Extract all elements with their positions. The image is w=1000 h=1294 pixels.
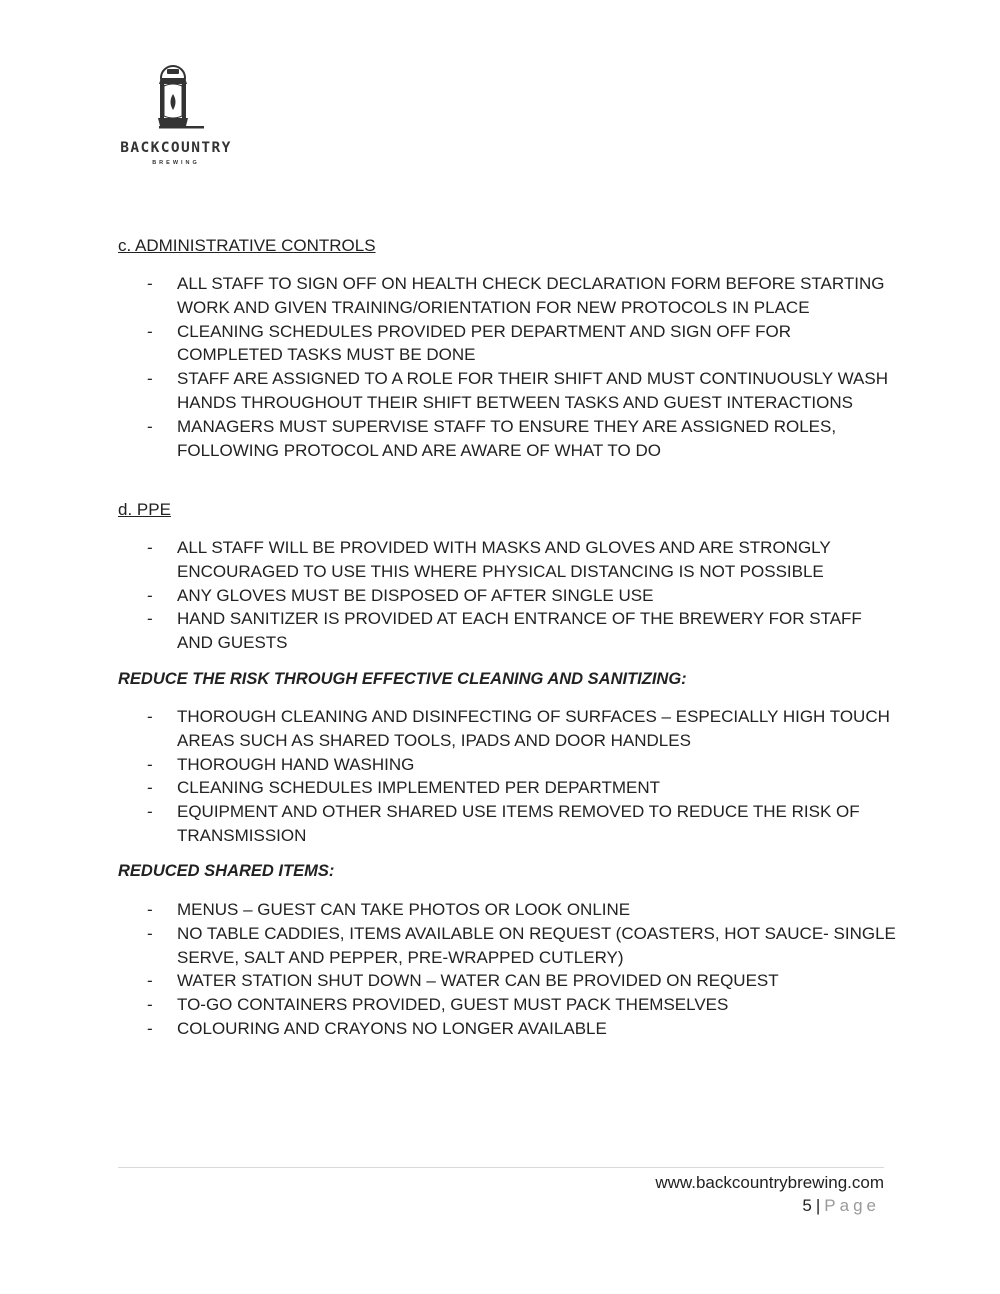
administrative-controls-list xyxy=(118,272,898,462)
ppe-list xyxy=(118,536,898,655)
list-item: - MENUS – GUEST CAN TAKE PHOTOS OR LOOK ONLINE xyxy=(147,900,631,919)
list-item: - CLEANING SCHEDULES IMPLEMENTED PER DEPARTMENT xyxy=(147,778,661,798)
list-item: - THOROUGH HAND WASHING xyxy=(147,754,415,774)
list-item: - TO-GO CONTAINERS PROVIDED, GUEST MUST PACK THEMSELVES xyxy=(147,995,729,1015)
list-item: - WATER STATION SHUT DOWN – WATER CAN BE PROVIDED ON REQUEST xyxy=(147,971,779,991)
list-item: - ANY GLOVES MUST BE DISPOSED OF AFTER SINGLE USE xyxy=(147,585,654,605)
lantern-icon xyxy=(150,64,204,138)
page-number-value: 5 xyxy=(802,1196,812,1215)
list-item: - ALL STAFF TO SIGN OFF ON HEALTH CHECK DECLARATION FORM BEFORE STARTING WORK AND GIVEN TRAINING/ORIENTATION FOR NEW PROTOCOLS IN PLACE xyxy=(147,274,885,317)
page-number xyxy=(802,1196,880,1216)
list-item: - EQUIPMENT AND OTHER SHARED USE ITEMS REMOVED TO REDUCE THE RISK OF TRANSMISSION xyxy=(147,802,860,845)
section-heading-cleaning: REDUCE THE RISK THROUGH EFFECTIVE CLEANING AND SANITIZING: xyxy=(118,670,687,688)
list-item: - HAND SANITIZER IS PROVIDED AT EACH ENTRANCE OF THE BREWERY FOR STAFF AND GUESTS xyxy=(147,609,862,653)
list-item: - MANAGERS MUST SUPERVISE STAFF TO ENSURE THEY ARE ASSIGNED ROLES, FOLLOWING PROTOCOL AND ARE AWARE OF WHAT TO DO xyxy=(147,416,837,460)
list-item: - STAFF ARE ASSIGNED TO A ROLE FOR THEIR SHIFT AND MUST CONTINUOUSLY WASH HANDS THROUGHOUT THEIR SHIFT BETWEEN TASKS AND GUEST INTERACTIONS xyxy=(147,369,888,412)
list-item: - NO TABLE CADDIES, ITEMS AVAILABLE ON REQUEST (COASTERS, HOT SAUCE- SINGLE SERVE, SALT AND PEPPER, PRE-WRAPPED CUTLERY) xyxy=(147,923,896,967)
section-heading-ppe: d. PPE xyxy=(118,500,171,519)
cleaning-list xyxy=(118,705,898,848)
list-item: - COLOURING AND CRAYONS NO LONGER AVAILABLE xyxy=(147,1018,607,1038)
page-label: Page xyxy=(824,1196,880,1215)
footer-divider xyxy=(118,1167,884,1168)
section-heading-reduced-shared-items: REDUCED SHARED ITEMS: xyxy=(118,862,335,880)
list-item: - CLEANING SCHEDULES PROVIDED PER DEPARTMENT AND SIGN OFF FOR COMPLETED TASKS MUST BE DONE xyxy=(147,321,791,365)
reduced-shared-items-list xyxy=(118,898,898,1041)
list-item: - THOROUGH CLEANING AND DISINFECTING OF SURFACES – ESPECIALLY HIGH TOUCH AREAS SUCH AS SHARED TOOLS, IPADS AND DOOR HANDLES xyxy=(147,707,890,750)
company-logo xyxy=(118,64,234,174)
logo-subtext: BREWING xyxy=(152,160,200,166)
list-item: - ALL STAFF WILL BE PROVIDED WITH MASKS AND GLOVES AND ARE STRONGLY ENCOURAGED TO USE THIS WHERE PHYSICAL DISTANCING IS NOT POSSIBLE xyxy=(147,538,831,581)
logo-wordmark: BACKCOUNTRY xyxy=(120,140,232,156)
page-separator: | xyxy=(815,1196,821,1215)
footer-website-link[interactable]: www.backcountrybrewing.com xyxy=(655,1173,884,1192)
section-heading-administrative-controls: c. ADMINISTRATIVE CONTROLS xyxy=(118,236,376,255)
